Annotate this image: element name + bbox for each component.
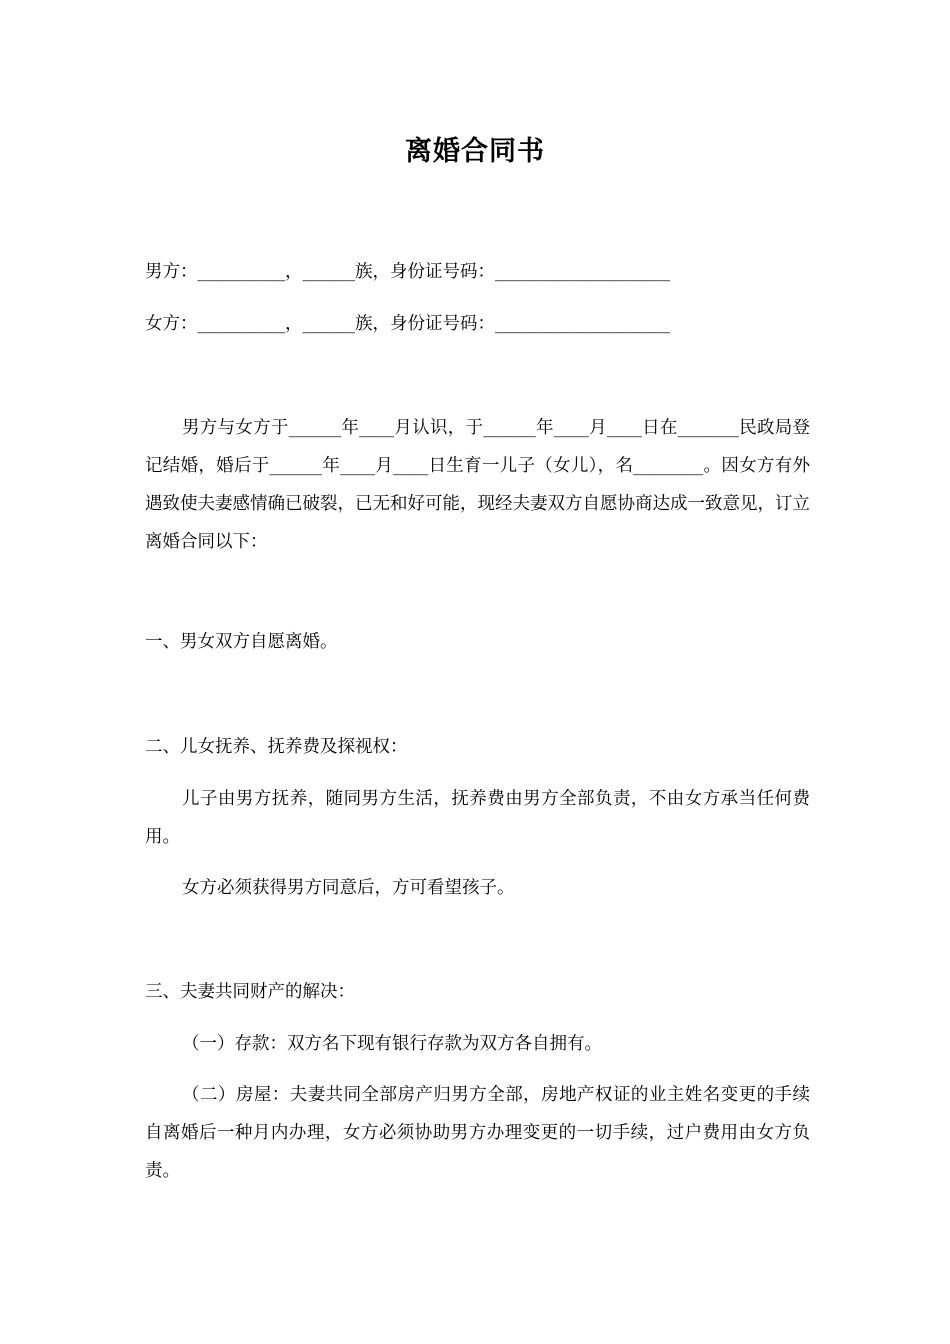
section-3-heading: 三、夫妻共同财产的解决： — [145, 982, 355, 1002]
section-3-paragraph-2: （二）房屋：夫妻共同全部房产归男方全部，房地产权证的业主姓名变更的手续自离婚后一种月内办理，女方必须协助男方办理变更的一切手续，过户费用由女方负责。 — [145, 1085, 810, 1181]
section-2-paragraph-1: 儿子由男方抚养，随同男方生活，抚养费由男方全部负责，不由女方承当任何费用。 — [145, 789, 810, 847]
section-2-heading: 二、儿女抚养、抚养费及探视权： — [145, 737, 408, 757]
section-3-paragraph-1: （一）存款：双方名下现有银行存款为双方各自拥有。 — [182, 1034, 602, 1054]
male-party-line: 男方：__________，______族，身份证号码：____________________ — [145, 262, 670, 282]
section-2-paragraph-2: 女方必须获得男方同意后，方可看望孩子。 — [182, 878, 515, 898]
section-1-heading: 一、男女双方自愿离婚。 — [145, 632, 338, 652]
document-title: 离婚合同书 — [405, 136, 545, 167]
intro-paragraph: 男方与女方于______年____月认识，于______年____月____日在_______民政局登记结婚，婚后于______年____月____日生育一儿子（女儿），名________。因女方有外遇致使夫妻感情确已破裂，已无和好可能，现经夫妻双方自愿协商达成一致意见，订立离婚合同以下： — [145, 418, 810, 552]
female-party-line: 女方：__________，______族，身份证号码：____________________ — [145, 314, 670, 334]
